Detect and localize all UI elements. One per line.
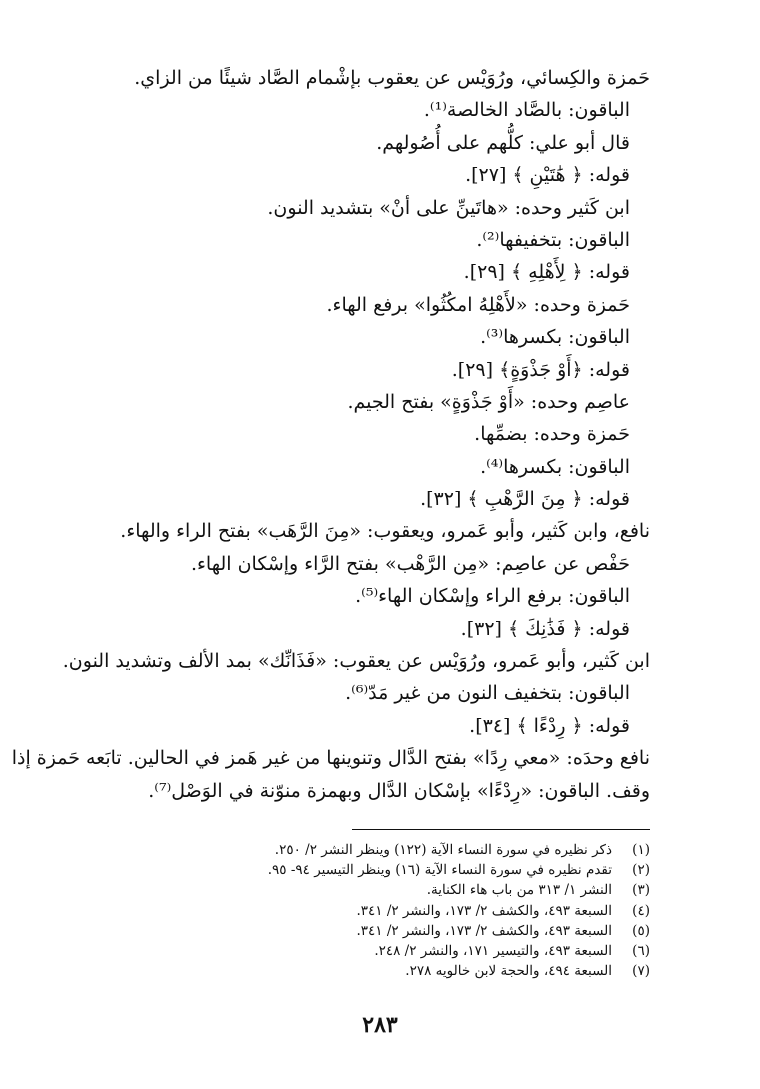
text-line-21: قوله: ﴿ رِدْءًا ﴾ [٣٤]. — [469, 714, 630, 737]
text-line-17: الباقون: برفع الراء وإسْكان الهاء⁽⁵⁾. — [355, 585, 630, 608]
text-line-11: عاصِم وحده: «أَوْ جَذْوَةٍ» بفتح الجيم. — [347, 390, 630, 413]
footnote-1 — [90, 840, 650, 860]
main-text — [11, 62, 650, 807]
text-line-5: ابن كَثير وحده: «هاتَينِّ على أنْ» بتشديد النون. — [267, 196, 630, 219]
footnote-5 — [90, 921, 650, 941]
text-line-19: ابن كَثير، وأبو عَمرو، ورُوَيْس عن يعقوب: «فَذَانِّك» بمد الألف وتشديد النون. — [62, 650, 650, 673]
footnote-6 — [90, 941, 650, 961]
footnote-number: (٦) — [632, 942, 650, 959]
text-line-9: الباقون: بكسرها⁽³⁾. — [480, 326, 630, 349]
text-line-18: قوله: ﴿ فَذَٰنِكَ ﴾ [٣٢]. — [460, 617, 630, 640]
footnote-number: (٤) — [632, 902, 650, 919]
footnote-2 — [90, 860, 650, 880]
footnote-7 — [90, 961, 650, 981]
footnote-separator — [352, 829, 650, 830]
text-line-22: نافع وحدَه: «معي رِدًا» بفتح الدَّال وتنوينها من غير هَمز في الحالين. تابَعه حَمزة إذا — [11, 747, 650, 770]
footnote-number: (٣) — [632, 882, 650, 899]
footnote-number: (٧) — [632, 963, 650, 980]
text-line-8: حَمزة وحده: «لأَهْلِهُ امكُثُوا» برفع الهاء. — [326, 293, 630, 316]
footnote-text: السبعة ٤٩٣، والكشف ٢/ ١٧٣، والنشر ٢/ ٣٤١. — [356, 922, 612, 939]
text-line-14: قوله: ﴿ مِنَ الرَّهْبِ ﴾ [٣٢]. — [420, 488, 630, 511]
page-number: ٢٨٣ — [362, 1012, 398, 1038]
text-line-20: الباقون: بتخفيف النون من غير مَدّ⁽⁶⁾. — [345, 682, 630, 705]
text-line-15: نافع، وابن كَثير، وأبو عَمرو، ويعقوب: «مِنَ الرَّهَب» بفتح الراء والهاء. — [120, 520, 650, 543]
footnote-3 — [90, 880, 650, 900]
footnote-text: السبعة ٤٩٣، والتيسير ١٧١، والنشر ٢/ ٢٤٨. — [374, 942, 612, 959]
text-line-23: وقف. الباقون: «رِدْءًا» بإسْكان الدَّال وبهمزة منوّنة في الوَصْل⁽⁷⁾. — [148, 779, 650, 802]
footnote-text: تقدم نظيره في سورة النساء الآية (١٦) وينظر التيسير ٩٤- ٩٥. — [267, 862, 612, 879]
text-line-12: حَمزة وحده: بضمِّها. — [474, 423, 630, 446]
footnote-4 — [90, 901, 650, 921]
footnote-text: النشر ١/ ٣١٣ من باب هاء الكناية. — [426, 882, 612, 899]
footnote-number: (٥) — [632, 922, 650, 939]
text-line-13: الباقون: بكسرها⁽⁴⁾. — [480, 455, 630, 478]
text-line-2: الباقون: بالصَّاد الخالصة⁽¹⁾. — [423, 99, 630, 122]
text-line-16: حَفْص عن عاصِم: «مِن الرَّهْب» بفتح الرَّاء وإسْكان الهاء. — [190, 552, 630, 575]
text-line-1: حَمزة والكِسائي، ورُوَيْس عن يعقوب بإشْمام الصَّاد شيئًا من الزاي. — [134, 67, 650, 89]
footnote-number: (٢) — [632, 862, 650, 879]
text-line-10: قوله: ﴿أَوْ جَذْوَةٍ﴾ [٢٩]. — [451, 358, 630, 381]
footnote-text: ذكر نظيره في سورة النساء الآية (١٢٢) وينظر النشر ٢/ ٢٥٠. — [274, 842, 612, 858]
text-line-6: الباقون: بتخفيفها⁽²⁾. — [476, 228, 630, 251]
text-line-3: قال أبو علي: كلُّهم على أُصُولهم. — [376, 131, 630, 154]
footnote-text: السبعة ٤٩٣، والكشف ٢/ ١٧٣، والنشر ٢/ ٣٤١. — [356, 902, 612, 919]
footnote-number: (١) — [632, 842, 650, 858]
text-line-4: قوله: ﴿ هَٰتَيْنِ ﴾ [٢٧]. — [465, 164, 630, 187]
text-line-7: قوله: ﴿ لِأَهْلِهِ ﴾ [٢٩]. — [463, 261, 630, 284]
footnotes — [90, 840, 650, 981]
footnote-text: السبعة ٤٩٤، والحجة لابن خالويه ٢٧٨. — [405, 963, 612, 980]
